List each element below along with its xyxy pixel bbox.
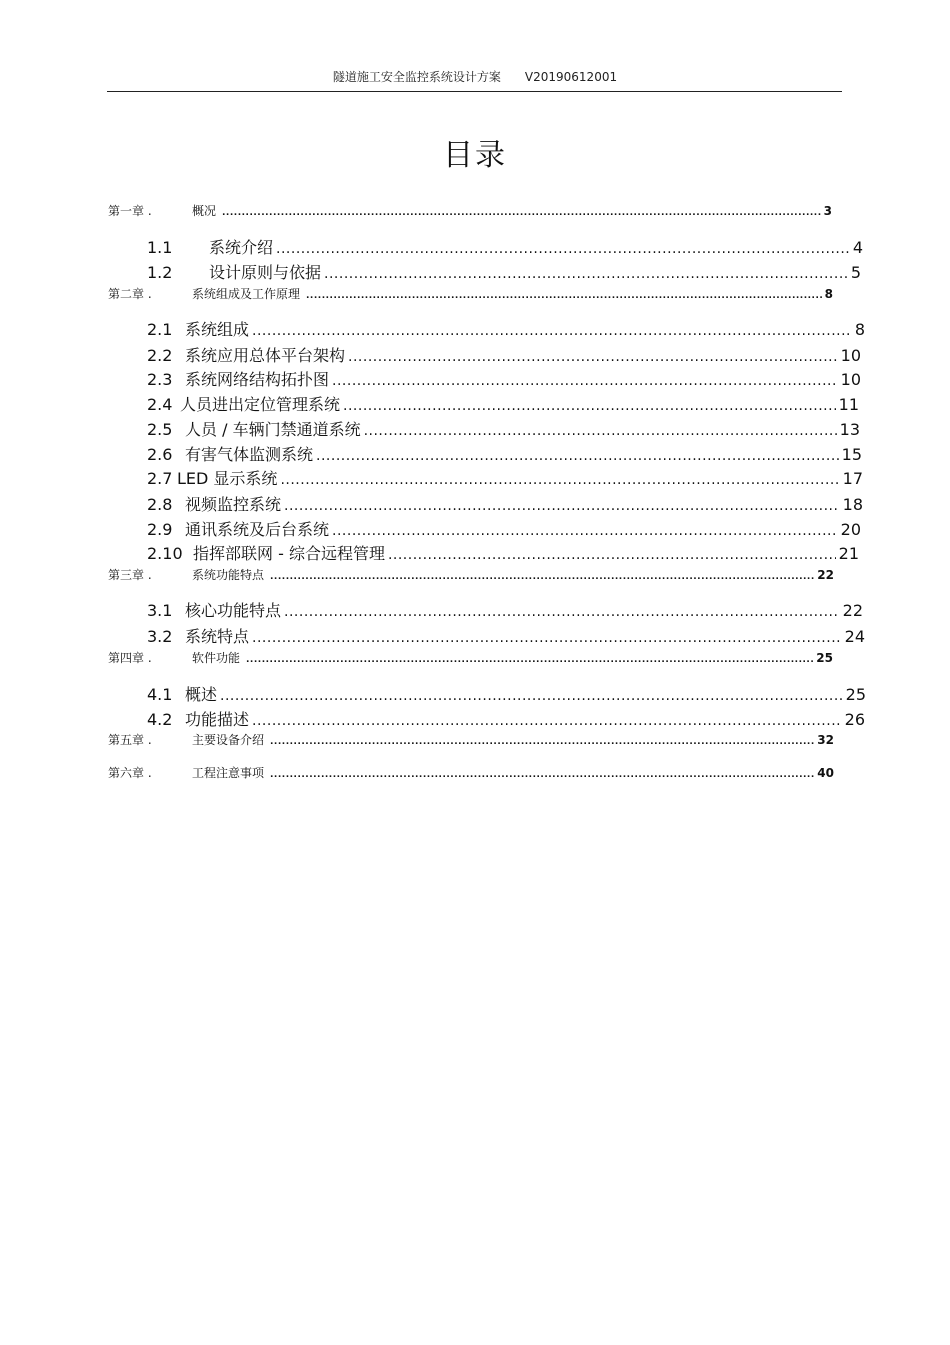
toc-number: 2.10 bbox=[147, 544, 183, 563]
toc-label: 概述 bbox=[185, 685, 218, 704]
toc-number: 3.2 bbox=[147, 627, 173, 646]
toc-chapter-6[interactable] bbox=[108, 764, 834, 781]
toc-number: 2.4 bbox=[147, 395, 173, 414]
toc-page: 13 bbox=[839, 420, 860, 439]
toc-section-4-2[interactable] bbox=[147, 707, 865, 730]
toc-number: 2.1 bbox=[147, 320, 173, 339]
toc-chapter-4[interactable] bbox=[108, 649, 833, 666]
toc-chapter-3[interactable] bbox=[108, 566, 834, 583]
toc-number: 2.6 bbox=[147, 445, 173, 464]
toc-number: 第三章 . bbox=[108, 568, 152, 582]
toc-number: 2.3 bbox=[147, 370, 173, 389]
toc-section-1-2[interactable] bbox=[147, 260, 861, 283]
toc-section-2-3[interactable] bbox=[147, 367, 861, 390]
toc-leader bbox=[284, 604, 840, 620]
toc-label: 概况 bbox=[192, 204, 217, 218]
toc-label: 系统应用总体平台架构 bbox=[185, 346, 346, 365]
toc-label: 主要设备介绍 bbox=[192, 733, 265, 747]
toc-page: 8 bbox=[824, 287, 833, 301]
toc-leader bbox=[332, 523, 838, 539]
toc-section-2-9[interactable] bbox=[147, 517, 861, 540]
toc-label: 系统网络结构拓扑图 bbox=[185, 370, 330, 389]
toc-page: 25 bbox=[816, 651, 833, 665]
toc-chapter-1[interactable] bbox=[108, 202, 832, 219]
toc-section-3-1[interactable] bbox=[147, 598, 863, 621]
toc-label: 设计原则与依据 bbox=[209, 263, 322, 282]
toc-leader bbox=[276, 241, 850, 257]
toc-section-4-1[interactable] bbox=[147, 682, 866, 705]
toc-leader bbox=[252, 323, 852, 339]
toc-section-2-7[interactable] bbox=[147, 466, 863, 489]
toc-leader bbox=[252, 713, 842, 729]
toc-label: 视频监控系统 bbox=[185, 495, 282, 514]
toc-page: 17 bbox=[842, 469, 863, 488]
toc-section-3-2[interactable] bbox=[147, 624, 865, 647]
toc-number: 2.7 bbox=[147, 469, 173, 488]
header-version: V20190612001 bbox=[524, 70, 618, 84]
toc-page: 22 bbox=[842, 601, 863, 620]
toc-section-2-8[interactable] bbox=[147, 492, 863, 515]
toc-leader bbox=[364, 423, 837, 439]
toc-leader bbox=[220, 688, 843, 704]
toc-leader bbox=[316, 448, 839, 464]
toc-leader bbox=[348, 349, 838, 365]
toc-label: 人员 / 车辆门禁通道系统 bbox=[185, 420, 361, 439]
toc-chapter-5[interactable] bbox=[108, 731, 834, 748]
toc-label: 有害气体监测系统 bbox=[185, 445, 314, 464]
toc-leader bbox=[270, 770, 814, 780]
toc-number: 第四章 . bbox=[108, 651, 152, 665]
toc-page: 3 bbox=[823, 204, 832, 218]
toc-page: 15 bbox=[841, 445, 862, 464]
toc-number: 第二章 . bbox=[108, 287, 152, 301]
toc-number: 2.2 bbox=[147, 346, 173, 365]
toc-label: 人员进出定位管理系统 bbox=[180, 395, 341, 414]
toc-label: 系统介绍 bbox=[209, 238, 274, 257]
toc-page: 5 bbox=[850, 263, 861, 282]
toc-page: 22 bbox=[817, 568, 834, 582]
toc-section-2-5[interactable] bbox=[147, 417, 860, 440]
toc-page: 32 bbox=[817, 733, 834, 747]
toc-leader bbox=[246, 655, 813, 665]
toc-label: 系统组成及工作原理 bbox=[192, 287, 301, 301]
toc-page: 8 bbox=[854, 320, 865, 339]
header-title: 隧道施工安全监控系统设计方案 bbox=[332, 70, 501, 84]
toc-label: 系统特点 bbox=[185, 627, 250, 646]
toc-page: 21 bbox=[838, 544, 859, 563]
toc-label: LED 显示系统 bbox=[177, 469, 278, 488]
toc-leader bbox=[270, 737, 814, 747]
toc-page: 11 bbox=[838, 395, 859, 414]
toc-leader bbox=[222, 208, 821, 218]
toc-section-2-4[interactable] bbox=[147, 392, 859, 415]
toc-leader bbox=[252, 630, 842, 646]
header-rule bbox=[107, 91, 842, 92]
toc-label: 功能描述 bbox=[185, 710, 250, 729]
toc-leader bbox=[284, 498, 840, 514]
toc-leader bbox=[324, 266, 848, 282]
toc-label: 核心功能特点 bbox=[185, 601, 282, 620]
toc-number: 4.2 bbox=[147, 710, 173, 729]
toc-page: 10 bbox=[840, 346, 861, 365]
toc-label: 指挥部联网 - 综合远程管理 bbox=[193, 544, 385, 563]
toc-page: 18 bbox=[842, 495, 863, 514]
toc-label: 系统功能特点 bbox=[192, 568, 265, 582]
toc-leader bbox=[306, 291, 822, 301]
toc-number: 第六章 . bbox=[108, 766, 152, 780]
toc-number: 3.1 bbox=[147, 601, 173, 620]
toc-section-2-2[interactable] bbox=[147, 343, 861, 366]
toc-leader bbox=[388, 547, 836, 563]
toc-number: 4.1 bbox=[147, 685, 173, 704]
toc-title: 目录 bbox=[443, 138, 507, 173]
toc-leader bbox=[343, 398, 836, 414]
toc-chapter-2[interactable] bbox=[108, 285, 833, 302]
toc-section-2-10[interactable] bbox=[147, 541, 859, 564]
toc-label: 通讯系统及后台系统 bbox=[185, 520, 330, 539]
toc-page: 24 bbox=[844, 627, 865, 646]
toc-leader bbox=[270, 572, 814, 582]
toc-section-1-1[interactable] bbox=[147, 235, 863, 258]
toc-number: 第五章 . bbox=[108, 733, 152, 747]
toc-section-2-1[interactable] bbox=[147, 317, 865, 340]
toc-number: 2.5 bbox=[147, 420, 173, 439]
page-header bbox=[0, 68, 950, 85]
toc-number: 1.1 bbox=[147, 238, 173, 257]
toc-page: 25 bbox=[845, 685, 866, 704]
toc-page: 20 bbox=[840, 520, 861, 539]
toc-leader bbox=[280, 472, 839, 488]
toc-page: 26 bbox=[844, 710, 865, 729]
toc-label: 系统组成 bbox=[185, 320, 250, 339]
toc-label: 工程注意事项 bbox=[192, 766, 265, 780]
toc-page: 10 bbox=[840, 370, 861, 389]
toc-page: 40 bbox=[817, 766, 834, 780]
toc-number: 第一章 . bbox=[108, 204, 152, 218]
toc-number: 1.2 bbox=[147, 263, 173, 282]
toc-leader bbox=[332, 373, 838, 389]
toc-number: 2.9 bbox=[147, 520, 173, 539]
toc-number: 2.8 bbox=[147, 495, 173, 514]
toc-label: 软件功能 bbox=[192, 651, 241, 665]
toc-section-2-6[interactable] bbox=[147, 442, 862, 465]
toc-page: 4 bbox=[852, 238, 863, 257]
